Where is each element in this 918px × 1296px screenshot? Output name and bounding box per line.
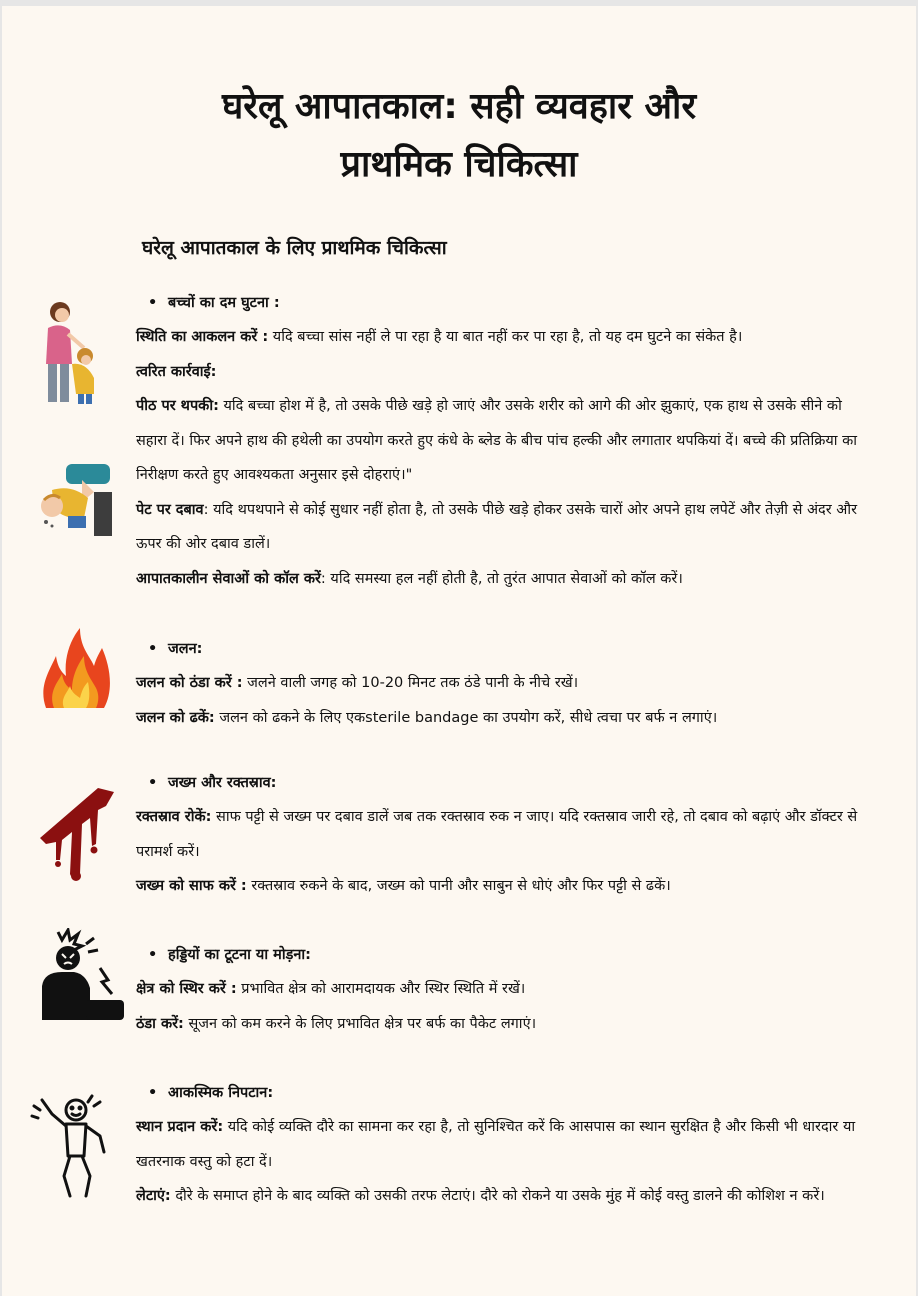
para-label: पीठ पर थपकी: <box>136 398 219 414</box>
para-label: क्षेत्र को स्थिर करें : <box>136 981 237 997</box>
paragraph <box>136 355 876 390</box>
para-text: यदि बच्चा सांस नहीं ले पा रहा है या बात नहीं कर पा रहा है, तो यह दम घुटने का संकेत है। <box>268 329 743 345</box>
paragraph <box>136 869 876 904</box>
section-heading-text: जख्म और रक्तस्राव: <box>168 775 277 791</box>
para-label: त्वरित कार्रवाई: <box>136 363 217 380</box>
paragraph <box>136 389 876 493</box>
para-label: रक्तस्राव रोकें: <box>136 809 212 825</box>
para-label: स्थिति का आकलन करें : <box>136 329 269 345</box>
para-text: यदि कोई व्यक्ति दौरे का सामना कर रहा है, तो सुनिश्चित करें कि आसपास का स्थान सुरक्षित है और किसी भी धारदार या खतरनाक वस्तु को हटा दें। <box>136 1119 856 1170</box>
para-text: सूजन को कम करने के लिए प्रभावित क्षेत्र पर बर्फ का पैकेट लगाएं। <box>183 1015 537 1032</box>
para-label: आपातकालीन सेवाओं को कॉल करें <box>136 570 321 587</box>
seizure-person-icon <box>30 1092 108 1200</box>
para-text: प्रभावित क्षेत्र को आरामदायक और स्थिर स्थिति में रखें। <box>236 981 526 997</box>
paragraph <box>136 800 876 869</box>
para-text: जलन को ढकने के लिए एकsterile bandage का उपयोग करें, सीधे त्वचा पर बर्फ न लगाएं। <box>214 709 718 726</box>
para-text: दौरे के समाप्त होने के बाद व्यक्ति को उसकी तरफ लेटाएं। दौरे को रोकने या उसके मुंह में कोई वस्तु डालने की कोशिश न करें। <box>170 1188 825 1204</box>
page-title <box>2 78 916 194</box>
paragraph <box>136 1007 876 1042</box>
para-text: यदि बच्चा होश में है, तो उसके पीछे खड़े हो जाएं और उसके शरीर को आगे की ओर झुकाएं, एक हाथ से उसके सीने को सहारा दें। फिर अपने हाथ की हथेली का उपयोग करते हुए कंधे के ब्लेड के बीच पांच हल्की और लगातार थपकियां दें। बच्चे की प्रतिक्रिया का निरीक्षण करते हुए आवश्यकता अनुसार इसे दोहराएं।" <box>136 398 858 483</box>
para-label: लेटाएं: <box>136 1188 171 1204</box>
section-heading: • जख्म और रक्तस्राव: <box>148 775 277 791</box>
title-line-1: घरेलू आपातकाल: सही व्यवहार और <box>221 86 697 127</box>
paragraph <box>136 493 876 562</box>
paragraph <box>136 1179 876 1214</box>
injured-person-icon <box>38 928 126 1022</box>
document-page <box>2 6 916 1296</box>
section-heading-text: बच्चों का दम घुटना : <box>168 295 280 311</box>
fire-icon <box>40 626 112 712</box>
section-heading: • जलन: <box>148 641 203 657</box>
para-label: जलन को ठंडा करें : <box>136 675 243 691</box>
paragraph <box>136 1110 876 1179</box>
mother-helping-child-icon <box>38 298 98 406</box>
section-seizure <box>136 1076 876 1214</box>
section-burns <box>136 632 876 735</box>
section-heading: • आकस्मिक निपटान: <box>148 1085 274 1101</box>
child-back-blow-icon <box>38 462 114 538</box>
blood-splash-icon <box>40 784 116 884</box>
paragraph <box>136 562 876 597</box>
section-fractures <box>136 938 876 1041</box>
para-label: ठंडा करें: <box>136 1015 184 1032</box>
section-heading-text: हड्डियों का टूटना या मोड़ना: <box>168 947 311 963</box>
section-subtitle: घरेलू आपातकाल के लिए प्राथमिक चिकित्सा <box>142 237 447 259</box>
section-heading-text: जलन: <box>168 641 203 657</box>
paragraph <box>136 701 876 736</box>
paragraph <box>136 972 876 1007</box>
para-text: : यदि थपथपाने से कोई सुधार नहीं होता है, तो उसके पीछे खड़े होकर उसके चारों ओर अपने हाथ लपेटें और तेज़ी से अंदर और ऊपर की ओर दबाव डालें। <box>136 501 858 552</box>
title-line-2: प्राथमिक चिकित्सा <box>340 144 578 185</box>
para-label: स्थान प्रदान करें: <box>136 1119 224 1135</box>
para-label: पेट पर दबाव <box>136 501 204 518</box>
para-text: रक्तस्राव रुकने के बाद, जख्म को पानी और साबुन से धोएं और फिर पट्टी से ढकें। <box>246 878 671 894</box>
section-heading: • हड्डियों का टूटना या मोड़ना: <box>148 947 311 963</box>
para-label: जख्म को साफ करें : <box>136 878 247 894</box>
para-text: साफ पट्टी से जख्म पर दबाव डालें जब तक रक्तस्राव रुक न जाए। यदि रक्तस्राव जारी रहे, तो दबाव को बढ़ाएं और डॉक्टर से परामर्श करें। <box>136 809 858 860</box>
para-label: जलन को ढकें: <box>136 709 215 726</box>
paragraph <box>136 666 876 701</box>
section-heading: • बच्चों का दम घुटना : <box>148 295 280 311</box>
paragraph <box>136 320 876 355</box>
section-wounds <box>136 766 876 904</box>
section-heading-text: आकस्मिक निपटान: <box>168 1085 274 1101</box>
para-text: : यदि समस्या हल नहीं होती है, तो तुरंत आपात सेवाओं को कॉल करें। <box>320 570 683 587</box>
para-text: जलने वाली जगह को 10-20 मिनट तक ठंडे पानी के नीचे रखें। <box>242 675 579 691</box>
section-choking <box>136 286 876 596</box>
